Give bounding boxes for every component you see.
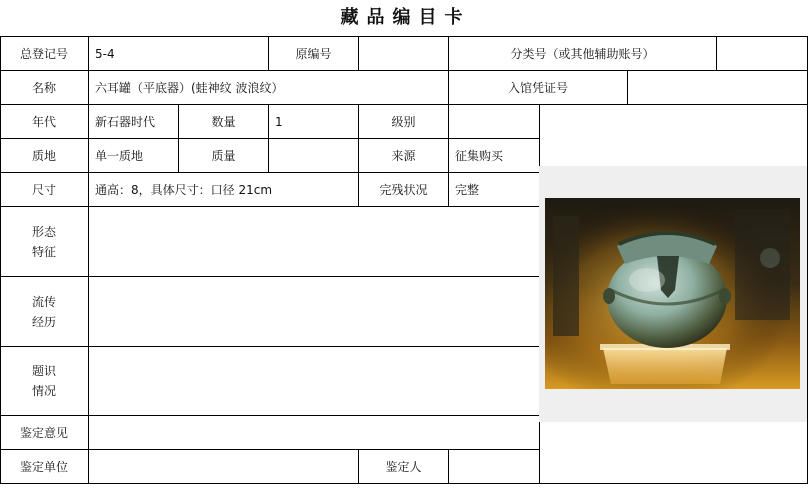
appraiser-value[interactable]: [449, 450, 539, 483]
form-features-value[interactable]: [89, 207, 539, 276]
total-register-no-value[interactable]: 5-4: [95, 46, 115, 61]
inscription-value[interactable]: [89, 347, 539, 415]
appraisal-unit-label: 鉴定单位: [19, 459, 68, 474]
inscription-label-line1: 题识: [31, 364, 56, 378]
mass-label: 质量: [211, 148, 236, 163]
card-title: 藏品编目卡: [340, 7, 471, 28]
transmission-history-value[interactable]: [89, 277, 539, 346]
transmission-history-label: [0, 277, 88, 346]
quantity-value[interactable]: 1: [275, 114, 283, 129]
original-no-value[interactable]: [359, 37, 448, 70]
form-features-label: [0, 207, 88, 276]
source-label: 来源: [391, 148, 416, 163]
transmission-history-label-line1: 流传: [31, 294, 56, 309]
grade-value[interactable]: [449, 105, 539, 138]
form-features-label-line2: 特征: [31, 244, 56, 259]
original-no-label: 原编号: [295, 46, 332, 61]
pottery-jar-image: [545, 198, 800, 389]
inscription-label: [0, 347, 88, 415]
era-label: 年代: [31, 114, 56, 129]
quantity-label: 数量: [211, 114, 236, 129]
material-label: 质地: [31, 148, 56, 163]
condition-label: 完残状况: [379, 182, 428, 197]
appraiser-label: 鉴定人: [385, 459, 422, 474]
classification-no-value[interactable]: [717, 37, 807, 70]
transmission-history-label-line2: 经历: [31, 314, 56, 329]
material-value[interactable]: 单一质地: [95, 148, 144, 163]
grade-label: 级别: [391, 114, 416, 129]
entry-voucher-value[interactable]: [628, 71, 807, 104]
appraisal-opinion-label: 鉴定意见: [19, 425, 68, 440]
name-label: 名称: [31, 80, 56, 95]
condition-value[interactable]: 完整: [455, 182, 480, 197]
name-value[interactable]: 六耳罐（平底器）(蛙神纹 波浪纹）: [95, 80, 284, 95]
artifact-photo[interactable]: [545, 198, 800, 389]
total-register-no-label: 总登记号: [19, 46, 68, 61]
form-features-label-line1: 形态: [31, 224, 56, 239]
era-value[interactable]: 新石器时代: [95, 114, 156, 129]
classification-no-label: 分类号（或其他辅助账号）: [510, 46, 655, 61]
inscription-label-line2: 情况: [31, 384, 56, 398]
mass-value[interactable]: [269, 139, 358, 172]
source-value[interactable]: 征集购买: [455, 148, 504, 163]
size-value[interactable]: 通高：8，具体尺寸：口径 21cm: [95, 182, 273, 197]
appraisal-opinion-value[interactable]: [89, 416, 539, 449]
appraisal-unit-value[interactable]: [89, 450, 358, 483]
entry-voucher-label: 入馆凭证号: [507, 80, 568, 95]
size-label: 尺寸: [31, 182, 56, 197]
